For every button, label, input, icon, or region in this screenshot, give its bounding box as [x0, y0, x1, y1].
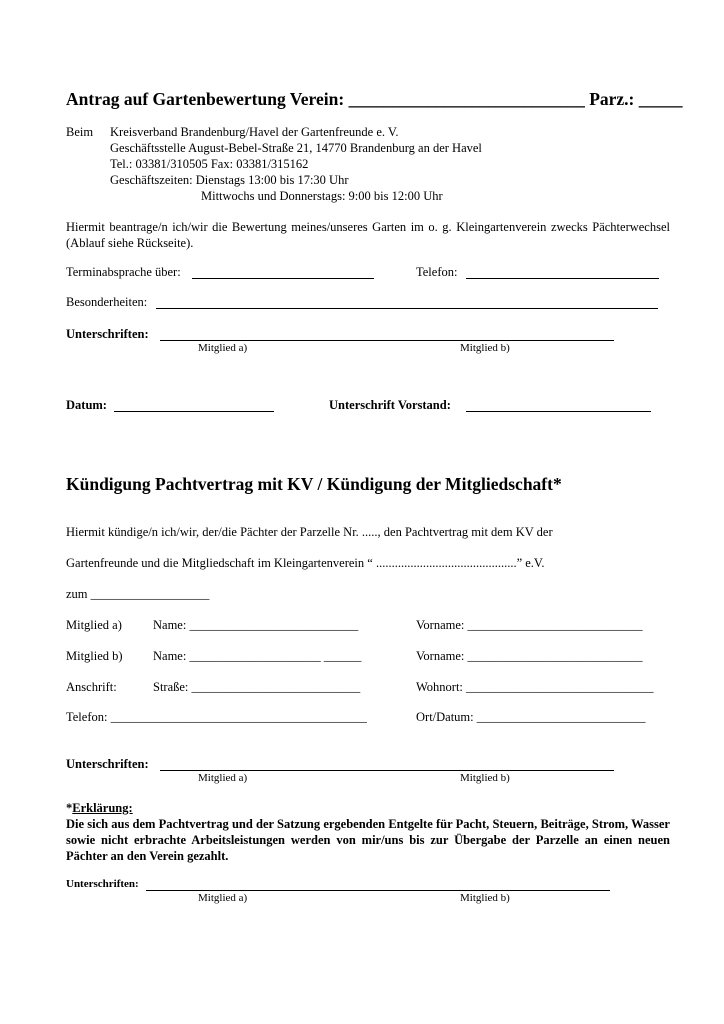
declaration-text: Die sich aus dem Pachtvertrag und der Satzung ergebenden Entgelte für Pacht, Steuern, Beiträge, Strom, Wasser sowie nicht erbrachte Arbeitsleistungen werden von mir/uns bis zur Übergabe der Parzelle an einen neuen Pächter an den Verein gezahlt. — [66, 817, 670, 863]
member-a-caption-2: Mitglied a) — [198, 772, 248, 784]
datum-field[interactable] — [114, 411, 274, 412]
mitglied-b-label: Mitglied b) — [66, 649, 123, 663]
address-line-2: Geschäftsstelle August-Bebel-Straße 21, 14770 Brandenburg an der Havel — [110, 141, 482, 155]
beim-label: Beim — [66, 125, 94, 139]
declaration-star: * — [66, 801, 73, 815]
vorstand-signature-field[interactable] — [466, 411, 651, 412]
telefon-label: Telefon: — [416, 265, 458, 279]
member-b-caption-2: Mitglied b) — [460, 772, 510, 784]
ort-datum-field[interactable]: Ort/Datum: ___________________________ — [416, 710, 646, 724]
besonderheiten-field[interactable] — [156, 308, 658, 309]
anschrift-label: Anschrift: — [66, 680, 117, 694]
vorstand-label: Unterschrift Vorstand: — [329, 398, 451, 412]
address-line-1: Kreisverband Brandenburg/Havel der Gartenfreunde e. V. — [110, 125, 399, 139]
termin-field[interactable] — [192, 278, 374, 279]
address-line-5: Mittwochs und Donnerstags: 9:00 bis 12:00 Uhr — [201, 189, 443, 203]
telefon-field-2[interactable]: Telefon: _________________________________________ — [66, 710, 367, 724]
unterschriften-label-2: Unterschriften: — [66, 757, 149, 771]
member-b-caption-3: Mitglied b) — [460, 892, 510, 904]
unterschriften-label-3: Unterschriften: — [66, 878, 139, 890]
strasse-field[interactable]: Straße: ___________________________ — [153, 680, 361, 694]
besonderheiten-label: Besonderheiten: — [66, 295, 148, 309]
wohnort-field[interactable]: Wohnort: ______________________________ — [416, 680, 654, 694]
section2-title: Kündigung Pachtvertrag mit KV / Kündigung der Mitgliedschaft* — [66, 474, 562, 494]
vorname-b-field[interactable]: Vorname: ____________________________ — [416, 649, 643, 663]
signature-field-3[interactable] — [146, 890, 610, 891]
kuendigung-line-2: Gartenfreunde und die Mitgliedschaft im Kleingartenverein “ .............................................” e.V. — [66, 556, 545, 570]
telefon-field[interactable] — [466, 278, 659, 279]
signature-field-1[interactable] — [160, 340, 614, 341]
mitglied-a-label: Mitglied a) — [66, 618, 122, 632]
name-b-field[interactable]: Name: _____________________ ______ — [153, 649, 362, 663]
unterschriften-label-1: Unterschriften: — [66, 327, 149, 341]
datum-label: Datum: — [66, 398, 107, 412]
member-a-caption-1: Mitglied a) — [198, 342, 248, 354]
kuendigung-line-1: Hiermit kündige/n ich/wir, der/die Pächter der Parzelle Nr. ....., den Pachtvertrag mit dem KV der — [66, 525, 553, 539]
address-line-4: Geschäftszeiten: Dienstags 13:00 bis 17:30 Uhr — [110, 173, 349, 187]
declaration-heading-text: Erklärung: — [72, 801, 133, 815]
section1-title: Antrag auf Gartenbewertung Verein: ___________________________ Parz.: _____ — [66, 89, 683, 109]
signature-field-2[interactable] — [160, 770, 614, 771]
address-line-3: Tel.: 03381/310505 Fax: 03381/315162 — [110, 157, 309, 171]
member-a-caption-3: Mitglied a) — [198, 892, 248, 904]
termin-label: Terminabsprache über: — [66, 265, 181, 279]
vorname-a-field[interactable]: Vorname: ____________________________ — [416, 618, 643, 632]
request-text: Hiermit beantrage/n ich/wir die Bewertung meines/unseres Garten im o. g. Kleingartenverein zwecks Pächterwechsel (Ablauf siehe Rückseite). — [66, 220, 670, 250]
declaration-heading — [66, 801, 133, 816]
name-a-field[interactable]: Name: ___________________________ — [153, 618, 359, 632]
zum-field[interactable]: zum ___________________ — [66, 587, 210, 601]
member-b-caption-1: Mitglied b) — [460, 342, 510, 354]
